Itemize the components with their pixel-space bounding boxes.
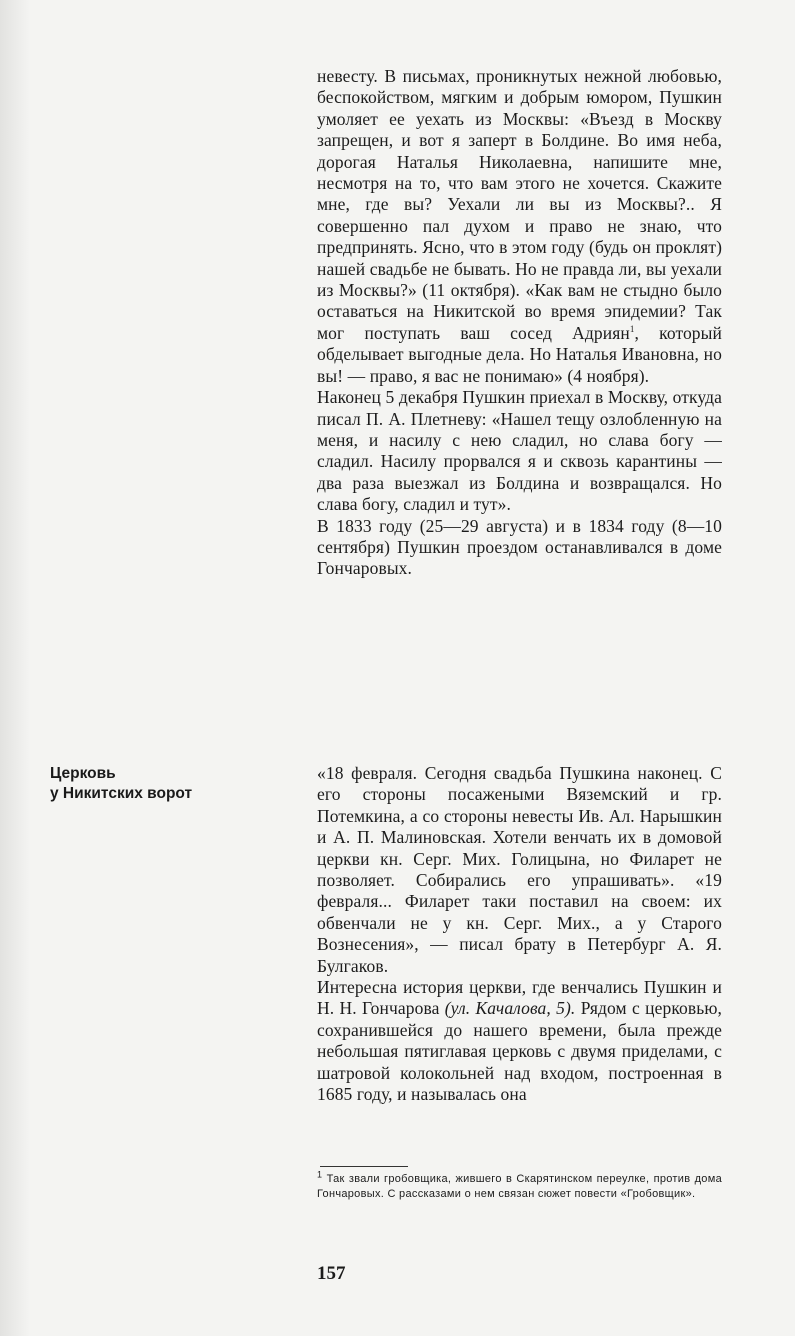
church-history-end: Рядом с церковью, сохранившейся до нашего времени, была прежде небольшая пятиглавая церковь с двумя приделами, с шатровой колокольней над входом, построенная в 1685 году, и называлась она [317, 998, 722, 1105]
footnote-divider [320, 1166, 408, 1167]
paragraph-visits: В 1833 году (25—29 августа) и в 1834 году (8—10 сентября) Пушкин проездом останавливался в доме Гончаровых. [317, 515, 722, 579]
paragraph-arrival: Наконец 5 декабря Пушкин приехал в Москву, откуда писал П. А. Плетневу: «Нашел тещу озлобленную на меня, и насилу с нею сладил, но слава богу — сладил. Насилу прорвался я и сквозь карантины — два раза выезжал из Болдина и возвращался. Но слава богу, сладил и тут». [317, 387, 722, 515]
page-number: 157 [317, 1263, 346, 1284]
scan-edge-shadow [0, 0, 30, 1336]
side-heading [50, 764, 280, 804]
paragraph-letters [317, 66, 722, 387]
paragraph-wedding-quote: «18 февраля. Сегодня свадьба Пушкина наконец. С его стороны посажеными Вяземский и гр. Потемкина, а со стороны невесты Ив. Ал. Нарышкин и А. П. Малиновская. Хотели венчать их в домовой церкви кн. Серг. Мих. Голицына, но Филарет не позволяет. Собирались его упрашивать». «19 февраля... Филарет таки поставил на своем: их обвенчали не у кн. Серг. Мих., а у Старого Вознесения», — писал брату в Петербург А. Я. Булгаков. [317, 763, 722, 976]
footnote [317, 1169, 722, 1201]
paragraph-letters-text: невесту. В письмах, проникнутых нежной любовью, беспокойством, мягким и добрым юмором, Пушкин умоляет ее уехать из Москвы: «Въезд в Москву запрещен, и вот я заперт в Болдине. Во имя неба, дорогая Наталья Николаевна, напишите мне, несмотря на то, что вам этого не хочется. Скажите мне, где вы? Уехали ли вы из Москвы?.. Я совершенно пал духом и право не знаю, что предпринять. Ясно, что в этом году (будь он проклят) нашей свадьбе не бывать. Но не правда ли, вы уехали из Москвы?» (11 октября). «Как вам не стыдно было оставаться на Никитской во время эпидемии? Так мог поступать ваш сосед Адриян [317, 66, 722, 343]
footnote-reference: 1 [629, 324, 635, 335]
paragraph-letters-tail: , который обделывает выгодные дела. Но Наталья Ивановна, но вы! — право, я вас не понимаю» (4 ноября). [317, 322, 722, 386]
church-history-start: Интересна история церкви, где венчались Пушкин и Н. Н. Гончарова [317, 977, 722, 1019]
side-heading-line-2: у Никитских ворот [50, 785, 193, 802]
main-text-column [317, 66, 722, 580]
footnote-text: Так звали гробовщика, жившего в Скарятинском переулке, против дома Гончаровых. С рассказами о нем связан сюжет повести «Гробовщик». [317, 1173, 722, 1200]
church-address: (ул. Качалова, 5). [444, 998, 576, 1019]
side-heading-line-1: Церковь [50, 765, 116, 782]
paragraph-church-history [317, 977, 722, 1105]
footnote-marker: 1 [317, 1169, 323, 1180]
church-section [317, 763, 722, 1106]
